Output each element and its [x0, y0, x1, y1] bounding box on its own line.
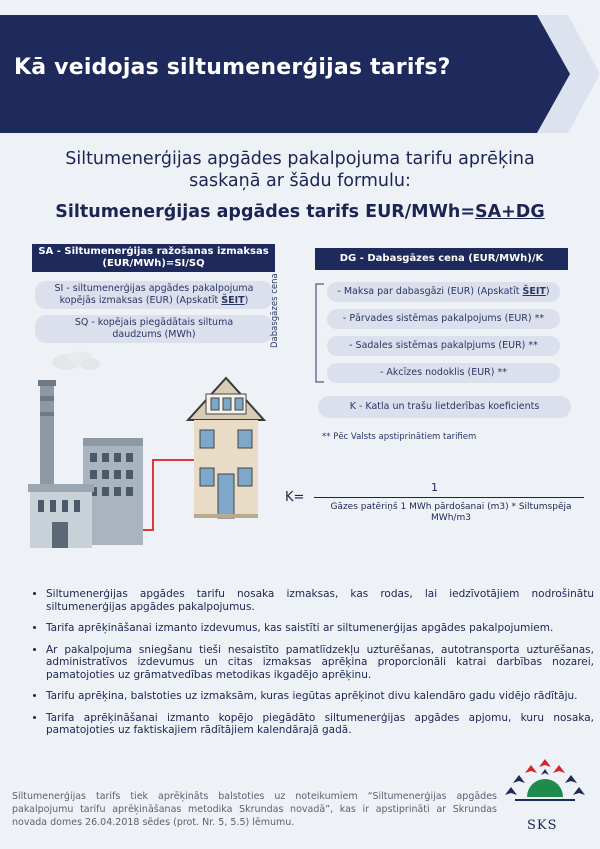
dg-header: DG - Dabasgāzes cena (EUR/MWh)/K	[315, 248, 568, 270]
page-title: Kā veidojas siltumenerģijas tarifs?	[14, 55, 451, 80]
si-pill: SI - siltumenerģijas apgādes pakalpojuma kopējās izmaksas (EUR) (Apskatīt ŠEIT)	[35, 281, 273, 309]
tariff-bullet-list	[30, 588, 594, 746]
k-pill: K - Katla un trašu lietderības koeficients	[318, 396, 571, 418]
sq-pill: SQ - kopējais piegādātais siltuma daudzums (MWh)	[35, 315, 273, 343]
k-formula-denominator: Gāzes patēriņš 1 MWh pārdošanai (m3) * Siltumspēja MWh/m3	[330, 502, 572, 523]
main-formula	[0, 202, 600, 222]
dg-link[interactable]: ŠEIT	[522, 286, 546, 297]
list-item: • Tarifa aprēķināšanai izmanto kopējo piegādāto siltumenerģijas apgādes apjomu, kuru nosaka, pamatojoties uz faktiskajiem rādītājiem kalendārajā gadā.	[46, 712, 594, 737]
list-item: • Tarifa aprēķināšanai izmanto izdevumus, kas saistīti ar siltumenerģijas apgādes pakalpojumiem.	[46, 622, 594, 635]
dg-bracket	[312, 282, 326, 386]
dg-item-4: - Akcīzes nodoklis (EUR) **	[327, 363, 560, 383]
intro-text	[0, 148, 600, 192]
dg-side-label: Dabasgāzes cena	[270, 273, 280, 348]
sa-header: SA - Siltumenerģijas ražošanas izmaksas (EUR/MWh)=SI/SQ	[32, 244, 275, 272]
dg-item-2: - Pārvades sistēmas pakalpojums (EUR) **	[327, 309, 560, 329]
list-item: • Tarifu aprēķina, balstoties uz izmaksām, kuras iegūtas aprēķinot divu kalendāro gadu vidējo rādītāju.	[46, 690, 594, 703]
intro-line-1: Siltumenerģijas apgādes pakalpojuma tarifu aprēķina	[65, 149, 535, 169]
k-formula-fraction-line	[314, 497, 584, 498]
logo-text: SKS	[527, 818, 558, 833]
dg-item-3: - Sadales sistēmas pakalpjums (EUR) **	[327, 336, 560, 356]
formula-terms: SA+DG	[475, 202, 545, 222]
factory-house-illustration	[28, 350, 288, 560]
list-item: • Ar pakalpojuma sniegšanu tieši nesaistīto pamatlīdzekļu uzturēšanas, autotransporta uzturēšanas, administratīvos izdevumus un citas izmaksas aprēķina proporcionāli katrai darbības nozarei, pamatojoties uz grāmatvedības metodikas ikgadējo aprēķinu.	[46, 644, 594, 682]
k-formula-numerator: 1	[431, 481, 438, 494]
dg-item-1: - Maksa par dabasgāzi (EUR) (Apskatīt ŠEIT)	[327, 282, 560, 302]
tariff-note: ** Pēc Valsts apstiprinātiem tarifiem	[322, 432, 477, 442]
si-link[interactable]: ŠEIT	[221, 295, 245, 306]
footer-note: Siltumenerģijas tarifs tiek aprēķināts balstoties uz noteikumiem “Siltumenerģijas apgādes pakalpojumu tarifu aprēķināšanas metodika Skrundas novadā”, kas ir apstiprināti ar Skrundas novada domes 26.04.2018 sēdes (prot. Nr. 5, 5.5) lēmumu.	[12, 791, 497, 828]
list-item: • Siltumenerģijas apgādes tarifu nosaka izmaksas, kas rodas, lai iedzīvotājiem nodrošinātu siltumenerģijas apgādes pakalpojumus.	[46, 588, 594, 613]
intro-line-2: saskaņā ar šādu formulu:	[189, 171, 411, 191]
sks-logo-icon	[505, 757, 585, 817]
formula-prefix: Siltumenerģijas apgādes tarifs EUR/MWh=	[55, 202, 475, 222]
k-formula-label: K=	[285, 490, 305, 505]
